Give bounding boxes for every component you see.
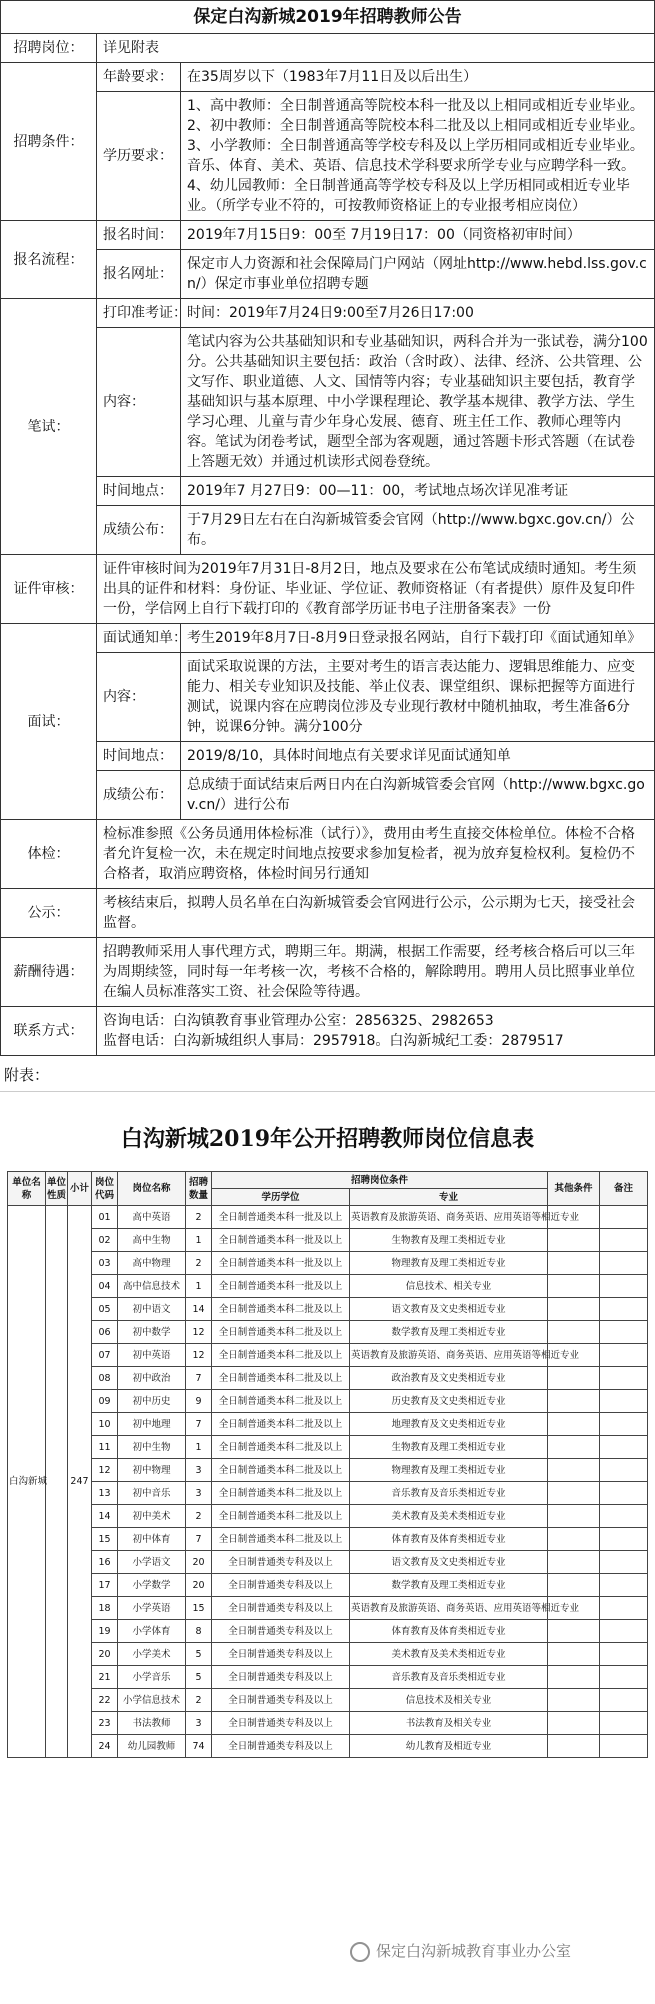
education-cell: 全日制普通类专科及以上 — [211, 1666, 349, 1689]
note-cell — [600, 1551, 648, 1574]
written-place-value: 2019年7 月27日9：00—11：00，考试地点场次详见准考证 — [181, 477, 655, 506]
table-row — [7, 1459, 647, 1482]
written-result-label: 成绩公布： — [97, 506, 181, 555]
table-row — [7, 1574, 647, 1597]
interview-content-value: 面试采取说课的方法，主要对考生的语言表达能力、逻辑思维能力、应变能力、相关专业知识及技能、举止仪表、课堂组织、课标把握等方面进行测试，说课内容在应聘岗位涉及专业现行教材中随机抽取，考生准备6分钟，说课6分钟。满分100分 — [181, 653, 655, 742]
major-cell: 数学教育及理工类相近专业 — [349, 1574, 547, 1597]
education-cell: 全日制普通类本科二批及以上 — [211, 1459, 349, 1482]
registration-time-value: 2019年7月15日9：00至 7月19日17：00（同资格初审时间） — [181, 221, 655, 250]
table-row — [7, 1597, 647, 1620]
post-name-cell: 小学数学 — [117, 1574, 185, 1597]
age-value: 在35周岁以下（1983年7月11日及以后出生） — [181, 63, 655, 92]
appendix-title: 白沟新城2019年公开招聘教师岗位信息表 — [120, 1126, 535, 1152]
education-cell: 全日制普通类本科二批及以上 — [211, 1390, 349, 1413]
other-cell — [548, 1482, 600, 1505]
table-row — [7, 1344, 647, 1367]
note-cell — [600, 1574, 648, 1597]
education-label: 学历要求： — [97, 92, 181, 221]
note-cell — [600, 1689, 648, 1712]
code-cell: 05 — [91, 1298, 117, 1321]
code-cell: 13 — [91, 1482, 117, 1505]
major-cell: 美术教育及美术类相近专业 — [349, 1643, 547, 1666]
count-cell: 9 — [185, 1390, 211, 1413]
code-cell: 04 — [91, 1275, 117, 1298]
note-cell — [600, 1620, 648, 1643]
education-cell: 全日制普通类本科一批及以上 — [211, 1275, 349, 1298]
header-subtotal: 小计 — [67, 1172, 91, 1206]
appendix-label: 附表： — [0, 1056, 655, 1092]
interview-place-value: 2019/8/10，具体时间地点有关要求详见面试通知单 — [181, 742, 655, 771]
table-row — [7, 1551, 647, 1574]
count-cell: 7 — [185, 1367, 211, 1390]
interview-notice-value: 考生2019年8月7日-8月9日登录报名网站，自行下载打印《面试通知单》 — [181, 624, 655, 653]
table-row — [7, 1620, 647, 1643]
note-cell — [600, 1666, 648, 1689]
major-cell: 数学教育及理工类相近专业 — [349, 1321, 547, 1344]
other-cell — [548, 1321, 600, 1344]
watermark — [350, 1940, 571, 1962]
note-cell — [600, 1344, 648, 1367]
table-row — [7, 1482, 647, 1505]
education-cell: 全日制普通类本科二批及以上 — [211, 1505, 349, 1528]
post-name-cell: 初中英语 — [117, 1344, 185, 1367]
registration-time-label: 报名时间： — [97, 221, 181, 250]
header-other: 其他条件 — [548, 1172, 600, 1206]
count-cell: 20 — [185, 1551, 211, 1574]
physical-exam-value: 检标准参照《公务员通用体检标准（试行）》，费用由考生直接交体检单位。体检不合格者允许复检一次，未在规定时间地点按要求参加复检者，视为放弃复检权利。复检仍不合格者，取消应聘资格，体检时间另行通知 — [97, 820, 655, 889]
post-name-cell: 高中信息技术 — [117, 1275, 185, 1298]
table-row — [7, 1367, 647, 1390]
education-cell: 全日制普通类专科及以上 — [211, 1689, 349, 1712]
code-cell: 16 — [91, 1551, 117, 1574]
count-cell: 8 — [185, 1620, 211, 1643]
table-row — [7, 1735, 647, 1758]
interview-content-label: 内容： — [97, 653, 181, 742]
note-cell — [600, 1367, 648, 1390]
table-row — [7, 1252, 647, 1275]
major-cell: 体育教育及体育类相近专业 — [349, 1528, 547, 1551]
code-cell: 19 — [91, 1620, 117, 1643]
other-cell — [548, 1390, 600, 1413]
post-name-cell: 书法教师 — [117, 1712, 185, 1735]
education-cell: 全日制普通类专科及以上 — [211, 1620, 349, 1643]
education-cell: 全日制普通类本科二批及以上 — [211, 1528, 349, 1551]
other-cell — [548, 1735, 600, 1758]
other-cell — [548, 1413, 600, 1436]
subtotal-cell: 247 — [67, 1206, 91, 1758]
header-count: 招聘数量 — [185, 1172, 211, 1206]
other-cell — [548, 1275, 600, 1298]
count-cell: 2 — [185, 1252, 211, 1275]
major-cell: 幼儿教育及相近专业 — [349, 1735, 547, 1758]
education-value: 1、高中教师：全日制普通高等院校本科一批及以上相同或相近专业毕业。2、初中教师：全日制普通高等院校本科二批及以上相同或相近专业毕业。3、小学教师：全日制普通高等学校专科及以上学历相同或相近专业毕业。音乐、体育、美术、英语、信息技术学科要求所学专业与应聘学科一致。4、幼儿园教师：全日制普通高等学校专科及以上学历相同或相近专业毕业。（所学专业不符的，可按教师资格证上的专业报考相应岗位） — [181, 92, 655, 221]
note-cell — [600, 1643, 648, 1666]
table-row — [7, 1528, 647, 1551]
registration-label: 报名流程： — [1, 221, 97, 299]
post-name-cell: 初中地理 — [117, 1413, 185, 1436]
age-label: 年龄要求： — [97, 63, 181, 92]
header-conditions: 招聘岗位条件 — [211, 1172, 547, 1189]
salary-value: 招聘教师采用人事代理方式，聘期三年。期满，根据工作需要，经考核合格后可以三年为周期续签，同时每一年考核一次，考核不合格的，解除聘用。聘用人员比照事业单位在编人员标准落实工资、社会保险等待遇。 — [97, 938, 655, 1007]
watermark-text: 保定白沟新城教育事业办公室 — [376, 1942, 572, 1960]
post-name-cell: 初中体育 — [117, 1528, 185, 1551]
written-exam-label: 笔试： — [1, 299, 97, 555]
unit-name-cell: 白沟新城 — [7, 1206, 45, 1758]
code-cell: 02 — [91, 1229, 117, 1252]
table-row — [7, 1712, 647, 1735]
code-cell: 22 — [91, 1689, 117, 1712]
code-cell: 01 — [91, 1206, 117, 1229]
major-cell: 历史教育及文史类相近专业 — [349, 1390, 547, 1413]
education-cell: 全日制普通类本科一批及以上 — [211, 1229, 349, 1252]
physical-exam-label: 体检： — [1, 820, 97, 889]
count-cell: 2 — [185, 1206, 211, 1229]
registration-site-value: 保定市人力资源和社会保障局门户网站（网址http://www.hebd.lss.gov.cn/）保定市事业单位招聘专题 — [181, 250, 655, 299]
code-cell: 20 — [91, 1643, 117, 1666]
education-cell: 全日制普通类专科及以上 — [211, 1735, 349, 1758]
contact-line-consult: 咨询电话：白沟镇教育事业管理办公室：2856325、2982653 — [103, 1013, 494, 1029]
table-row — [7, 1643, 647, 1666]
count-cell: 12 — [185, 1321, 211, 1344]
note-cell — [600, 1298, 648, 1321]
salary-label: 薪酬待遇： — [1, 938, 97, 1007]
certificate-check-value: 证件审核时间为2019年7月31日-8月2日，地点及要求在公布笔试成绩时通知。考生须出具的证件和材料：身份证、毕业证、学位证、教师资格证（有者提供）原件及复印件一份，学信网上自行下载打印的《教育部学历证书电子注册备案表》一份 — [97, 555, 655, 624]
other-cell — [548, 1252, 600, 1275]
major-cell: 英语教育及旅游英语、商务英语、应用英语等相近专业 — [349, 1206, 547, 1229]
written-content-label: 内容： — [97, 328, 181, 477]
registration-site-label: 报名网址： — [97, 250, 181, 299]
post-name-cell: 小学音乐 — [117, 1666, 185, 1689]
note-cell — [600, 1528, 648, 1551]
note-cell — [600, 1436, 648, 1459]
education-cell: 全日制普通类本科二批及以上 — [211, 1321, 349, 1344]
count-cell: 2 — [185, 1689, 211, 1712]
code-cell: 24 — [91, 1735, 117, 1758]
code-cell: 23 — [91, 1712, 117, 1735]
post-name-cell: 高中物理 — [117, 1252, 185, 1275]
header-code: 岗位代码 — [91, 1172, 117, 1206]
other-cell — [548, 1712, 600, 1735]
major-cell: 信息技术、相关专业 — [349, 1275, 547, 1298]
post-value: 详见附表 — [97, 34, 655, 63]
header-note: 备注 — [600, 1172, 648, 1206]
count-cell: 74 — [185, 1735, 211, 1758]
code-cell: 07 — [91, 1344, 117, 1367]
contact-label: 联系方式： — [1, 1007, 97, 1056]
post-name-cell: 小学语文 — [117, 1551, 185, 1574]
note-cell — [600, 1597, 648, 1620]
other-cell — [548, 1620, 600, 1643]
count-cell: 5 — [185, 1666, 211, 1689]
position-info-table — [7, 1171, 648, 1758]
table-row — [7, 1321, 647, 1344]
table-row — [7, 1436, 647, 1459]
table-row — [7, 1413, 647, 1436]
count-cell: 1 — [185, 1436, 211, 1459]
major-cell: 物理教育及理工类相近专业 — [349, 1252, 547, 1275]
post-name-cell: 初中政治 — [117, 1367, 185, 1390]
major-cell: 物理教育及理工类相近专业 — [349, 1459, 547, 1482]
note-cell — [600, 1390, 648, 1413]
note-cell — [600, 1482, 648, 1505]
code-cell: 08 — [91, 1367, 117, 1390]
post-label: 招聘岗位： — [1, 34, 97, 63]
count-cell: 20 — [185, 1574, 211, 1597]
education-cell: 全日制普通类本科一批及以上 — [211, 1206, 349, 1229]
other-cell — [548, 1551, 600, 1574]
education-cell: 全日制普通类专科及以上 — [211, 1712, 349, 1735]
table-row — [7, 1666, 647, 1689]
code-cell: 14 — [91, 1505, 117, 1528]
note-cell — [600, 1229, 648, 1252]
major-cell: 政治教育及文史类相近专业 — [349, 1367, 547, 1390]
count-cell: 7 — [185, 1413, 211, 1436]
count-cell: 1 — [185, 1229, 211, 1252]
interview-result-label: 成绩公布： — [97, 771, 181, 820]
table-row — [7, 1206, 647, 1229]
post-name-cell: 小学信息技术 — [117, 1689, 185, 1712]
post-name-cell: 初中数学 — [117, 1321, 185, 1344]
interview-place-label: 时间地点： — [97, 742, 181, 771]
certificate-check-label: 证件审核： — [1, 555, 97, 624]
code-cell: 17 — [91, 1574, 117, 1597]
major-cell: 音乐教育及音乐类相近专业 — [349, 1482, 547, 1505]
education-cell: 全日制普通类专科及以上 — [211, 1643, 349, 1666]
header-unit-name: 单位名称 — [7, 1172, 45, 1206]
note-cell — [600, 1252, 648, 1275]
education-cell: 全日制普通类本科一批及以上 — [211, 1252, 349, 1275]
count-cell: 5 — [185, 1643, 211, 1666]
post-name-cell: 高中生物 — [117, 1229, 185, 1252]
table-row — [7, 1689, 647, 1712]
other-cell — [548, 1459, 600, 1482]
table-row — [7, 1298, 647, 1321]
code-cell: 11 — [91, 1436, 117, 1459]
major-cell: 英语教育及旅游英语、商务英语、应用英语等相近专业 — [349, 1597, 547, 1620]
major-cell: 信息技术及相关专业 — [349, 1689, 547, 1712]
other-cell — [548, 1574, 600, 1597]
education-cell: 全日制普通类本科二批及以上 — [211, 1482, 349, 1505]
count-cell: 3 — [185, 1482, 211, 1505]
note-cell — [600, 1413, 648, 1436]
major-cell: 地理教育及文史类相近专业 — [349, 1413, 547, 1436]
note-cell — [600, 1206, 648, 1229]
count-cell: 7 — [185, 1528, 211, 1551]
notice-title: 保定白沟新城2019年招聘教师公告 — [1, 1, 655, 34]
code-cell: 06 — [91, 1321, 117, 1344]
post-name-cell: 初中语文 — [117, 1298, 185, 1321]
post-name-cell: 初中美术 — [117, 1505, 185, 1528]
code-cell: 15 — [91, 1528, 117, 1551]
other-cell — [548, 1505, 600, 1528]
publicity-value: 考核结束后，拟聘人员名单在白沟新城管委会官网进行公示，公示期为七天，接受社会监督。 — [97, 889, 655, 938]
post-name-cell: 小学美术 — [117, 1643, 185, 1666]
table-row — [7, 1505, 647, 1528]
interview-result-value: 总成绩于面试结束后两日内在白沟新城管委会官网（http://www.bgxc.gov.cn/）进行公布 — [181, 771, 655, 820]
code-cell: 18 — [91, 1597, 117, 1620]
written-place-label: 时间地点： — [97, 477, 181, 506]
note-cell — [600, 1321, 648, 1344]
count-cell: 2 — [185, 1505, 211, 1528]
count-cell: 1 — [185, 1275, 211, 1298]
publicity-label: 公示： — [1, 889, 97, 938]
wechat-icon — [350, 1942, 370, 1962]
other-cell — [548, 1367, 600, 1390]
post-name-cell: 初中音乐 — [117, 1482, 185, 1505]
other-cell — [548, 1666, 600, 1689]
major-cell: 英语教育及旅游英语、商务英语、应用英语等相近专业 — [349, 1344, 547, 1367]
code-cell: 09 — [91, 1390, 117, 1413]
major-cell: 生物教育及理工类相近专业 — [349, 1229, 547, 1252]
post-name-cell: 初中生物 — [117, 1436, 185, 1459]
count-cell: 12 — [185, 1344, 211, 1367]
count-cell: 3 — [185, 1459, 211, 1482]
written-result-value: 于7月29日左右在白沟新城管委会官网（http://www.bgxc.gov.cn/）公布。 — [181, 506, 655, 555]
other-cell — [548, 1528, 600, 1551]
note-cell — [600, 1459, 648, 1482]
major-cell: 美术教育及美术类相近专业 — [349, 1505, 547, 1528]
education-cell: 全日制普通类本科二批及以上 — [211, 1436, 349, 1459]
education-cell: 全日制普通类本科二批及以上 — [211, 1298, 349, 1321]
header-post-name: 岗位名称 — [117, 1172, 185, 1206]
major-cell: 书法教育及相关专业 — [349, 1712, 547, 1735]
written-content-value: 笔试内容为公共基础知识和专业基础知识，两科合并为一张试卷，满分100分。公共基础知识主要包括：政治（含时政）、法律、经济、公共管理、公文写作、职业道德、人文、国情等内容；专业基础知识主要包括，教育学基础知识与基本原理、中小学课程理论、教学基本规律、教学方法、学生学习心理、儿童与青少年身心发展、德育、班主任工作、教师心理等内容。笔试为闭卷考试，题型全部为客观题，通过答题卡形式答题（在试卷上答题无效）并通过机读形式阅卷登统。 — [181, 328, 655, 477]
count-cell: 15 — [185, 1597, 211, 1620]
other-cell — [548, 1229, 600, 1252]
education-cell: 全日制普通类专科及以上 — [211, 1597, 349, 1620]
print-admission-value: 时间：2019年7月24日9:00至7月26日17:00 — [181, 299, 655, 328]
contact-value — [97, 1007, 655, 1056]
major-cell: 生物教育及理工类相近专业 — [349, 1436, 547, 1459]
other-cell — [548, 1643, 600, 1666]
header-unit-type: 单位性质 — [45, 1172, 67, 1206]
table-row — [7, 1390, 647, 1413]
post-name-cell: 小学英语 — [117, 1597, 185, 1620]
count-cell: 3 — [185, 1712, 211, 1735]
conditions-label: 招聘条件： — [1, 63, 97, 221]
note-cell — [600, 1735, 648, 1758]
header-major: 专业 — [349, 1189, 547, 1206]
major-cell: 语文教育及文史类相近专业 — [349, 1551, 547, 1574]
post-name-cell: 初中物理 — [117, 1459, 185, 1482]
education-cell: 全日制普通类专科及以上 — [211, 1551, 349, 1574]
post-name-cell: 初中历史 — [117, 1390, 185, 1413]
table-row — [7, 1275, 647, 1298]
code-cell: 10 — [91, 1413, 117, 1436]
other-cell — [548, 1689, 600, 1712]
code-cell: 03 — [91, 1252, 117, 1275]
unit-type-cell — [45, 1206, 67, 1758]
post-name-cell: 幼儿园教师 — [117, 1735, 185, 1758]
major-cell: 语文教育及文史类相近专业 — [349, 1298, 547, 1321]
post-name-cell: 小学体育 — [117, 1620, 185, 1643]
note-cell — [600, 1712, 648, 1735]
header-education: 学历学位 — [211, 1189, 349, 1206]
interview-label: 面试： — [1, 624, 97, 820]
contact-line-supervision: 监督电话：白沟新城组织人事局：2957918。白沟新城纪工委：2879517 — [103, 1033, 564, 1049]
print-admission-label: 打印准考证： — [97, 299, 181, 328]
major-cell: 音乐教育及音乐类相近专业 — [349, 1666, 547, 1689]
table-row — [7, 1229, 647, 1252]
education-cell: 全日制普通类本科二批及以上 — [211, 1413, 349, 1436]
count-cell: 14 — [185, 1298, 211, 1321]
education-cell: 全日制普通类本科二批及以上 — [211, 1344, 349, 1367]
note-cell — [600, 1275, 648, 1298]
note-cell — [600, 1505, 648, 1528]
other-cell — [548, 1436, 600, 1459]
interview-notice-label: 面试通知单： — [97, 624, 181, 653]
education-cell: 全日制普通类本科二批及以上 — [211, 1367, 349, 1390]
major-cell: 体育教育及体育类相近专业 — [349, 1620, 547, 1643]
code-cell: 21 — [91, 1666, 117, 1689]
post-name-cell: 高中英语 — [117, 1206, 185, 1229]
code-cell: 12 — [91, 1459, 117, 1482]
other-cell — [548, 1298, 600, 1321]
education-cell: 全日制普通类专科及以上 — [211, 1574, 349, 1597]
